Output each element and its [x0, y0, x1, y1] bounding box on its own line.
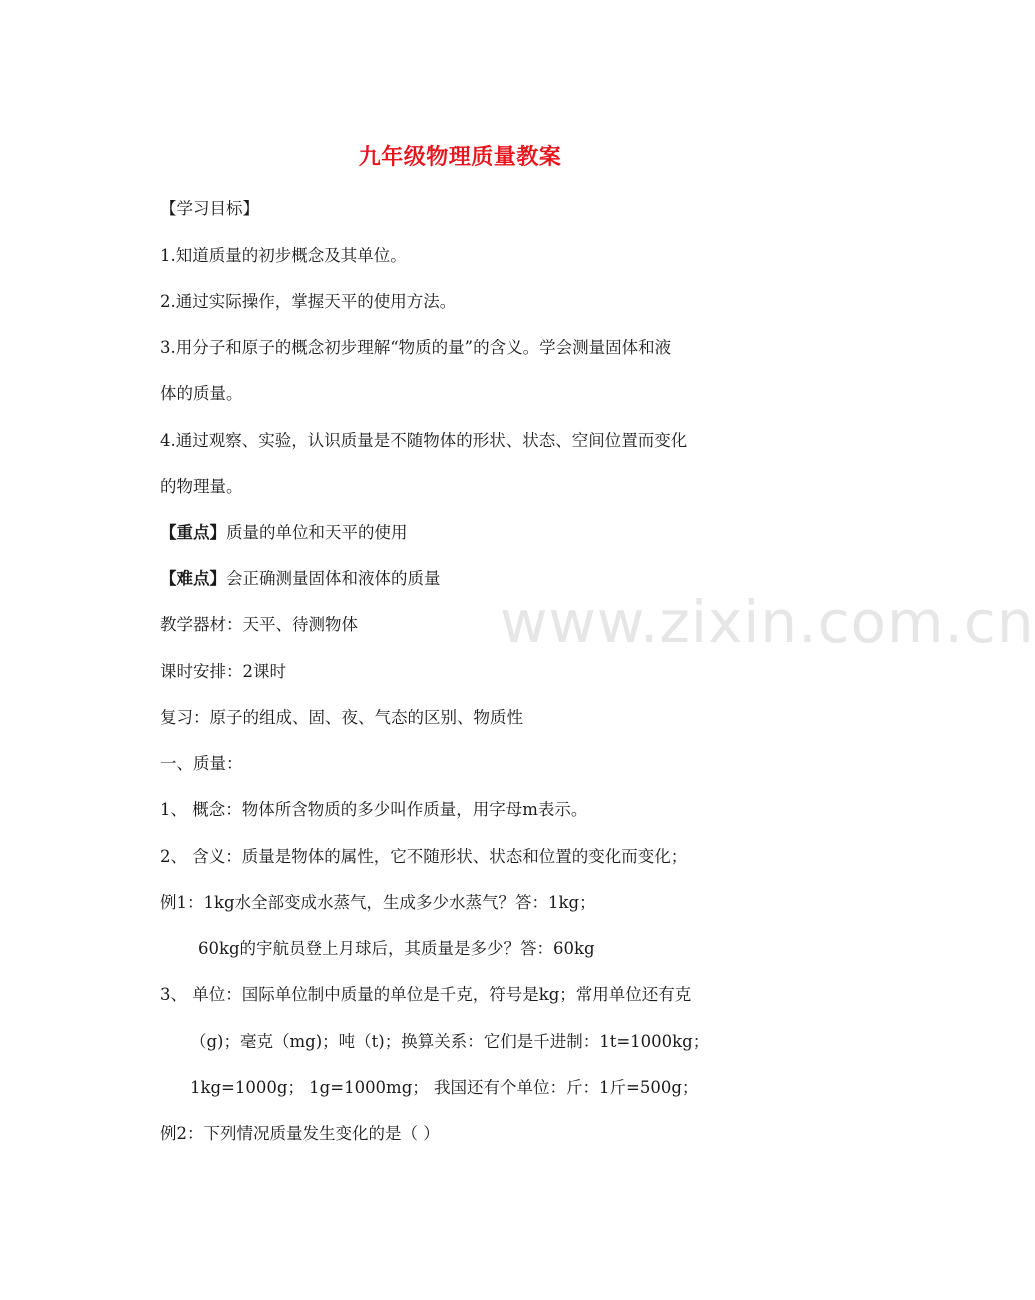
objective-4-line-1: 4.通过观察、实验，认识质量是不随物体的形状、状态、空间位置而变化 — [160, 431, 688, 450]
objective-4-line-2: 的物理量。 — [160, 477, 243, 496]
key-point-label: 【重点】 — [160, 523, 226, 542]
concept-line: 1、 概念：物体所含物质的多少叫作质量，用字母m表示。 — [160, 800, 588, 819]
example-1-line-2: 60kg的宇航员登上月球后，其质量是多少？答：60kg — [198, 939, 595, 958]
unit-line-1: 3、 单位：国际单位制中质量的单位是千克，符号是kg；常用单位还有克 — [160, 985, 692, 1004]
difficult-point-label: 【难点】 — [160, 569, 226, 588]
difficult-point — [160, 568, 441, 590]
review-line: 复习：原子的组成、固、夜、气态的区别、物质性 — [160, 708, 523, 727]
section-mass-heading: 一、质量： — [160, 754, 243, 773]
unit-line-2: （g)；毫克（mg)；吨（t)；换算关系：它们是千进制：1t=1000kg； — [190, 1032, 710, 1051]
key-point-text: 质量的单位和天平的使用 — [226, 523, 408, 542]
objective-3-line-1: 3.用分子和原子的概念初步理解“物质的量”的含义。学会测量固体和液 — [160, 338, 672, 357]
watermark-text: www.zixin.com.cn — [500, 588, 1035, 656]
difficult-point-text: 会正确测量固体和液体的质量 — [226, 569, 441, 588]
meaning-line: 2、 含义：质量是物体的属性，它不随形状、状态和位置的变化而变化； — [160, 847, 688, 866]
objective-2: 2.通过实际操作，掌握天平的使用方法。 — [160, 292, 457, 311]
document-title: 九年级物理质量教案 — [358, 144, 562, 170]
teaching-equipment: 教学器材：天平、待测物体 — [160, 615, 358, 634]
key-point — [160, 522, 408, 544]
objective-1: 1.知道质量的初步概念及其单位。 — [160, 246, 407, 265]
example-1-line-1: 例1：1kg水全部变成水蒸气，生成多少水蒸气？答：1kg； — [160, 893, 596, 912]
class-schedule: 课时安排：2课时 — [160, 662, 286, 681]
unit-line-3: 1kg=1000g； 1g=1000mg； 我国还有个单位：斤：1斤=500g； — [190, 1078, 699, 1097]
objective-3-line-2: 体的质量。 — [160, 384, 243, 403]
objectives-header: 【学习目标】 — [160, 199, 259, 218]
example-2-line: 例2：下列情况质量发生变化的是（ ） — [160, 1124, 440, 1143]
